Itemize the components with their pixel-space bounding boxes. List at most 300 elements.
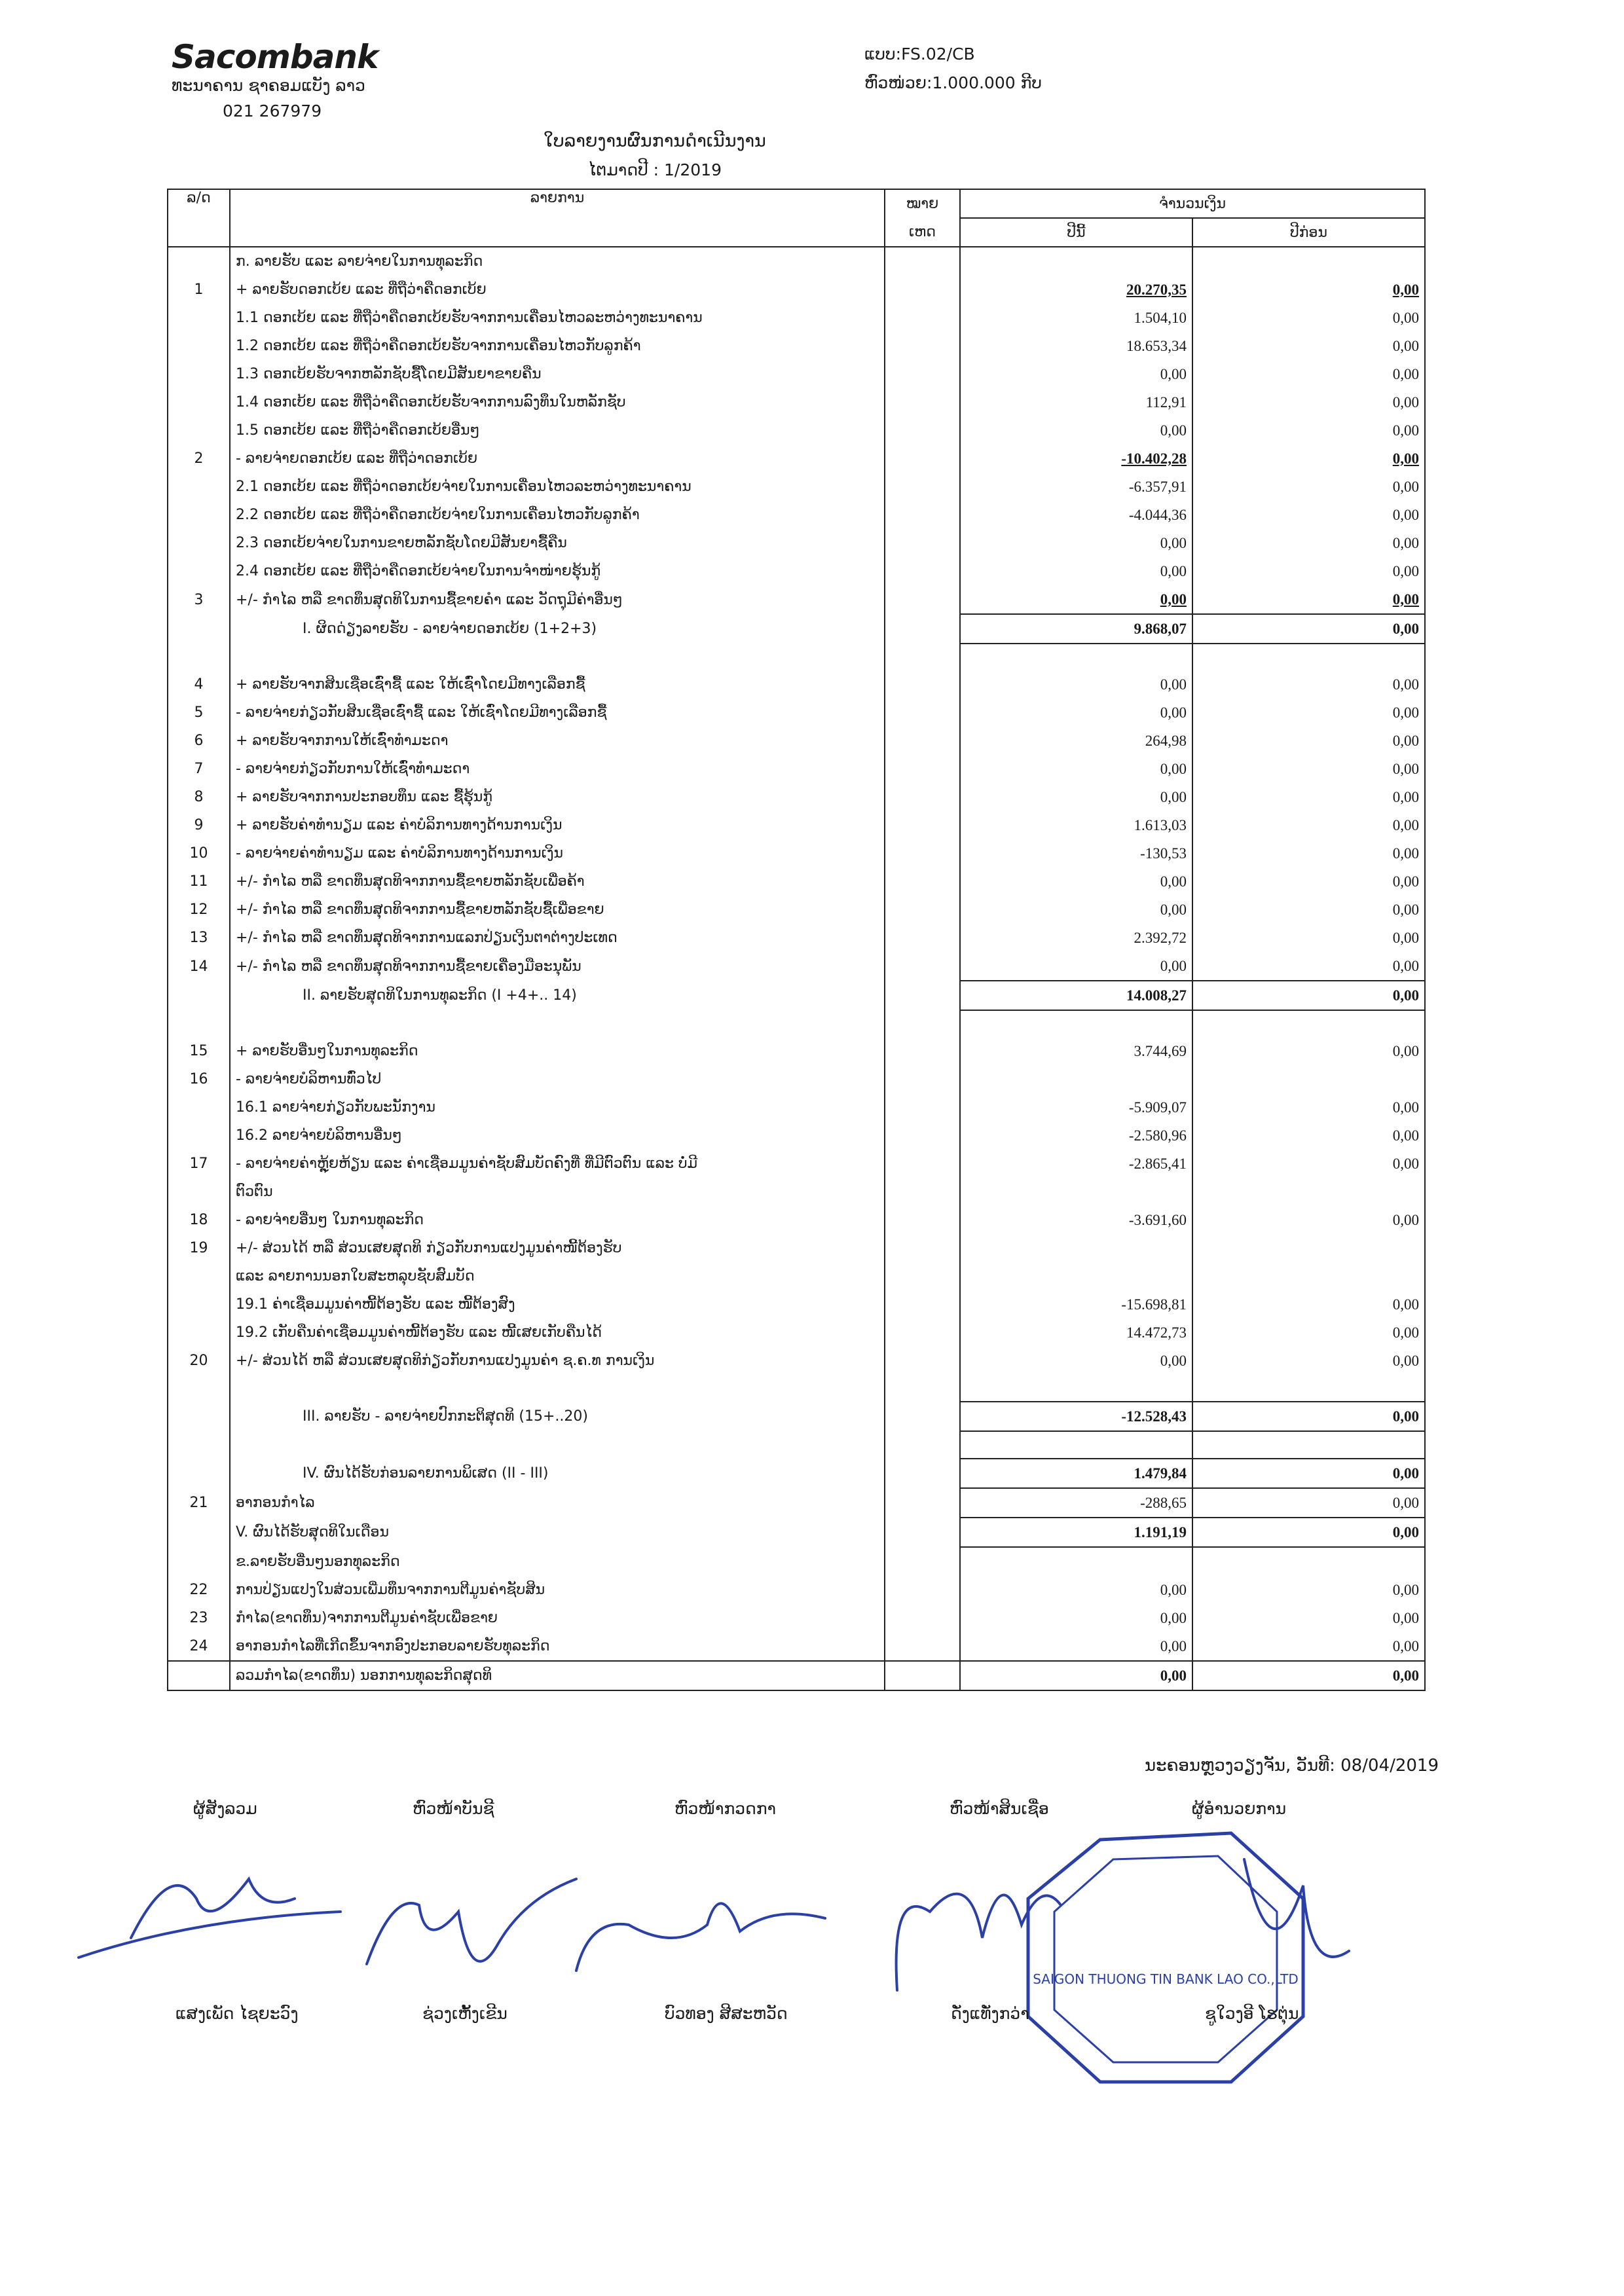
- row-current-value-text: 0,00: [1160, 422, 1187, 439]
- row-previous-value: [1192, 867, 1425, 896]
- row-label: [230, 445, 885, 473]
- row-current-value: [960, 924, 1192, 952]
- row-label-text: - ລາຍຈ່າຍບໍລິຫານທົ່ວໄປ: [236, 1071, 382, 1087]
- row-previous-value: [1192, 529, 1425, 557]
- spacer-cell: [168, 1375, 230, 1402]
- row-label: [230, 1290, 885, 1319]
- spacer-cell: [960, 1375, 1192, 1402]
- table-row: [168, 727, 1425, 755]
- row-label: [230, 755, 885, 783]
- row-previous-value-text: 0,00: [1392, 676, 1420, 693]
- row-previous-value: [1192, 896, 1425, 924]
- row-previous-value: [1192, 557, 1425, 585]
- income-statement-table: [167, 189, 1426, 1691]
- row-previous-value-text: 0,00: [1392, 506, 1420, 523]
- row-number: [168, 1093, 230, 1121]
- table-row: [168, 304, 1425, 332]
- row-note: [885, 1402, 960, 1431]
- row-label-text: +/- ສ່ວນໄດ້ ຫລື ສ່ວນເສຍສຸດທິກ່ຽວກັບການແປງມູນຄ່າ ຊ.ຄ.ທ ການເງິນ: [236, 1353, 655, 1369]
- row-label-text: IV. ຜົນໄດ້ຮັບກ່ອນລາຍການພິເສດ (II - III): [303, 1465, 549, 1482]
- row-previous-value: [1192, 1319, 1425, 1347]
- name-chief-auditor: ບົວທອງ ສີສະຫວັດ: [665, 2004, 788, 2023]
- row-previous-value: [1192, 1262, 1425, 1290]
- table-row: [168, 614, 1425, 644]
- table-row: [168, 1547, 1425, 1576]
- row-note: [885, 1488, 960, 1518]
- row-label: [230, 304, 885, 332]
- row-previous-value: [1192, 981, 1425, 1010]
- table-row: [168, 1661, 1425, 1690]
- report-period: ໄຕມາດປີ : 1/2019: [588, 160, 722, 179]
- row-current-value: [960, 839, 1192, 867]
- row-number: [168, 867, 230, 896]
- row-previous-value-text: 0,00: [1392, 562, 1420, 579]
- row-label-text: 1.1 ດອກເບ້ຍ ແລະ ທີ່ຖືວ່າຄືດອກເບ້ຍຮັບຈາກການເຄື່ອນໄຫວລະຫວ່າງທະນາຄານ: [236, 310, 703, 326]
- row-label-text: +/- ກຳໄລ ຫລື ຂາດທຶນສຸດທິຈາກການແລກປ່ຽນເງິນຕາຕ່າງປະເທດ: [236, 930, 618, 946]
- row-label: [230, 670, 885, 699]
- row-note: [885, 614, 960, 644]
- row-current-value-text: 20.270,35: [1126, 281, 1187, 298]
- row-label-text: + ລາຍຮັບດອກເບ້ຍ ແລະ ທີ່ຖືວ່າຄືດອກເບ້ຍ: [236, 282, 487, 298]
- row-current-value-text: 0,00: [1160, 957, 1187, 974]
- row-label-text: +/- ກຳໄລ ຫລື ຂາດທຶນສຸດທິໃນການຊື້ຂາຍຄຳ ແລະ ວັດຖຸມີຄ່າອື່ນໆ: [236, 591, 623, 608]
- row-label-text: - ລາຍຈ່າຍດອກເບ້ຍ ແລະ ທີ່ຖືວ່າດອກເບ້ຍ: [236, 450, 478, 467]
- row-number: [168, 304, 230, 332]
- row-previous-value-text: 0,00: [1392, 957, 1420, 974]
- row-previous-value-text: 0,00: [1392, 732, 1420, 749]
- row-current-value-text: -3.691,60: [1128, 1211, 1187, 1228]
- row-current-value: [960, 699, 1192, 727]
- row-current-value: [960, 981, 1192, 1010]
- row-number: [168, 699, 230, 727]
- row-previous-value: [1192, 755, 1425, 783]
- row-number: [168, 614, 230, 644]
- row-label-text: 2.3 ດອກເບ້ຍຈ່າຍໃນການຂາຍຫລັກຊັບໂດຍມີສັນຍາຊື້ຄືນ: [236, 535, 567, 551]
- row-current-value-text: -10.402,28: [1121, 450, 1187, 467]
- row-number-text: 2: [194, 450, 204, 467]
- row-note: [885, 1518, 960, 1547]
- row-current-value: [960, 1347, 1192, 1375]
- row-previous-value: [1192, 585, 1425, 614]
- row-previous-value-text: 0,00: [1392, 1667, 1420, 1684]
- row-previous-value-text: 0,00: [1392, 365, 1420, 382]
- table-row: [168, 1632, 1425, 1661]
- table-row: [168, 1488, 1425, 1518]
- row-number: [168, 896, 230, 924]
- row-number: [168, 1121, 230, 1150]
- row-label: [230, 981, 885, 1010]
- row-note: [885, 276, 960, 304]
- row-note: [885, 445, 960, 473]
- row-previous-value: [1192, 811, 1425, 839]
- row-label: [230, 1547, 885, 1576]
- spacer-cell: [885, 1375, 960, 1402]
- row-label-text: + ລາຍຮັບຄ່າທຳນຽມ ແລະ ຄ່າບໍລິການທາງດ້ານການເງິນ: [236, 817, 563, 833]
- row-number-text: 6: [194, 733, 204, 749]
- row-previous-value-text: 0,00: [1392, 845, 1420, 862]
- row-previous-value: [1192, 304, 1425, 332]
- row-current-value: [960, 1065, 1192, 1093]
- row-previous-value-text: 0,00: [1392, 1099, 1420, 1116]
- row-current-value: [960, 304, 1192, 332]
- row-previous-value-text: 0,00: [1392, 1408, 1420, 1425]
- row-current-value-text: 0,00: [1160, 562, 1187, 579]
- row-number-text: 18: [189, 1212, 208, 1228]
- table-row: [168, 867, 1425, 896]
- row-label: [230, 727, 885, 755]
- table-row: [168, 360, 1425, 388]
- spacer-cell: [1192, 1010, 1425, 1037]
- row-label-text: + ລາຍຮັບຈາກສິນເຊື່ອເຊົ່າຊື້ ແລະ ໃຫ້ເຊົ່າໂດຍມີທາງເລືອກຊື້: [236, 676, 585, 693]
- row-note: [885, 1290, 960, 1319]
- row-number: [168, 1632, 230, 1661]
- row-number: [168, 1661, 230, 1690]
- row-current-value: [960, 557, 1192, 585]
- signing-date: ນະຄອນຫຼວງວຽງຈັນ, ວັນທີ: 08/04/2019: [1145, 1756, 1439, 1776]
- row-current-value-text: 0,00: [1160, 365, 1187, 382]
- row-number-text: 19: [189, 1240, 208, 1256]
- table-row: [168, 1604, 1425, 1632]
- row-label: [230, 1459, 885, 1488]
- row-previous-value-text: 0,00: [1392, 1296, 1420, 1313]
- row-previous-value: [1192, 1547, 1425, 1576]
- row-current-value: [960, 501, 1192, 529]
- row-current-value: [960, 727, 1192, 755]
- row-label: [230, 783, 885, 811]
- row-number-text: 16: [189, 1071, 208, 1087]
- row-current-value: [960, 1037, 1192, 1065]
- row-number: [168, 1290, 230, 1319]
- row-note: [885, 557, 960, 585]
- bank-phone: 021 267979: [223, 101, 322, 120]
- row-label-text: 1.4 ດອກເບ້ຍ ແລະ ທີ່ຖືວ່າຄືດອກເບ້ຍຮັບຈາກການລົງທຶນໃນຫລັກຊັບ: [236, 394, 626, 410]
- row-note: [885, 388, 960, 416]
- row-note: [885, 1150, 960, 1178]
- row-label: [230, 1234, 885, 1262]
- row-current-value: [960, 1459, 1192, 1488]
- row-number: [168, 1347, 230, 1375]
- row-current-value-text: 1.504,10: [1134, 309, 1187, 326]
- row-previous-value-text: 0,00: [1392, 478, 1420, 495]
- row-label: [230, 1488, 885, 1518]
- row-number: [168, 1234, 230, 1262]
- row-previous-value-text: 0,00: [1392, 422, 1420, 439]
- name-director: ຊູໃວງອີ ໂຮຕຸ່ນ: [1205, 2004, 1299, 2023]
- row-label-text: - ລາຍຈ່າຍຄ່າຫຼຸ້ຍຫ້ຽນ ແລະ ຄ່າເຊື່ອມມູນຄ່າຊັບສົມບັດຄົງທີ່ ທີ່ມີຕົວຕົນ ແລະ ບໍ່ມີ: [236, 1156, 698, 1172]
- name-chief-accountant: ຊ່ວງເຫັ້ງເຂີນ: [422, 2004, 507, 2023]
- row-current-value: [960, 473, 1192, 501]
- row-number-text: 14: [189, 958, 208, 975]
- row-note: [885, 755, 960, 783]
- table-row: [168, 1459, 1425, 1488]
- row-label: [230, 1065, 885, 1093]
- role-chief-auditor: ຫົວໜ້າກວດກາ: [674, 1799, 777, 1818]
- row-current-value: [960, 1402, 1192, 1431]
- role-compiler: ຜູ້ສັງລວມ: [193, 1799, 257, 1818]
- row-previous-value: [1192, 1206, 1425, 1234]
- row-number-text: 21: [189, 1495, 208, 1511]
- row-number: [168, 473, 230, 501]
- row-number: [168, 1604, 230, 1632]
- row-current-value: [960, 1121, 1192, 1150]
- table-row: [168, 896, 1425, 924]
- row-number-text: 11: [189, 873, 208, 890]
- table-row: [168, 529, 1425, 557]
- row-previous-value: [1192, 1150, 1425, 1178]
- row-label: [230, 1576, 885, 1604]
- row-current-value: [960, 332, 1192, 360]
- row-current-value-text: 18.653,34: [1126, 337, 1187, 354]
- row-current-value: [960, 755, 1192, 783]
- row-label-text: ແລະ ລາຍການນອກໃບສະຫລຸບຊັບສົມບັດ: [236, 1268, 475, 1285]
- row-note: [885, 529, 960, 557]
- row-note: [885, 1234, 960, 1262]
- row-note: [885, 1065, 960, 1093]
- row-previous-value: [1192, 699, 1425, 727]
- row-number-text: 8: [194, 789, 204, 805]
- row-label: [230, 924, 885, 952]
- row-previous-value-text: 0,00: [1392, 620, 1420, 637]
- row-label: [230, 585, 885, 614]
- row-label-text: ການປ່ຽນແປງໃນສ່ວນເພີ່ມທຶນຈາກການຕີມູນຄ່າຊັບສິນ: [236, 1582, 545, 1598]
- table-row: [168, 501, 1425, 529]
- row-previous-value-text: 0,00: [1392, 901, 1420, 918]
- row-previous-value: [1192, 1093, 1425, 1121]
- row-label-text: 1.5 ດອກເບ້ຍ ແລະ ທີ່ຖືວ່າຄືດອກເບ້ຍອື່ນໆ: [236, 422, 480, 439]
- row-previous-value: [1192, 1178, 1425, 1206]
- row-current-value: [960, 867, 1192, 896]
- signature-chief-auditor: [576, 1903, 825, 1971]
- row-previous-value-text: 0,00: [1392, 1523, 1420, 1540]
- row-current-value-text: 0,00: [1160, 1637, 1187, 1654]
- row-previous-value-text: 0,00: [1392, 450, 1420, 467]
- role-chief-credit: ຫົວໜ້າສິນເຊື່ອ: [950, 1799, 1049, 1818]
- col-header-amount: ຈຳນວນເງິນ: [960, 189, 1425, 218]
- col-header-note2: ເຫດ: [885, 218, 960, 247]
- row-label-text: ຂ.ລາຍຮັບອື່ນໆນອກທຸລະກິດ: [236, 1553, 400, 1570]
- row-previous-value-text: 0,00: [1392, 760, 1420, 777]
- row-current-value-text: -6.357,91: [1128, 478, 1187, 495]
- row-previous-value: [1192, 388, 1425, 416]
- row-number: [168, 924, 230, 952]
- table-row: [168, 585, 1425, 614]
- table-row: [168, 783, 1425, 811]
- row-number: [168, 1262, 230, 1290]
- row-note: [885, 783, 960, 811]
- row-label-text: ຕົວຕົນ: [236, 1184, 273, 1200]
- row-previous-value: [1192, 1604, 1425, 1632]
- row-previous-value: [1192, 360, 1425, 388]
- row-number-text: 7: [194, 761, 204, 777]
- row-current-value: [960, 276, 1192, 304]
- spacer-cell: [230, 1010, 885, 1037]
- spacer-cell: [230, 1375, 885, 1402]
- row-note: [885, 981, 960, 1010]
- spacer-cell: [168, 644, 230, 670]
- row-previous-value: [1192, 501, 1425, 529]
- spacer-cell: [1192, 1431, 1425, 1459]
- row-current-value-text: 0,00: [1160, 901, 1187, 918]
- row-label-text: 2.1 ດອກເບ້ຍ ແລະ ທີ່ຖືວ່າດອກເບ້ຍຈ່າຍໃນການເຄື່ອນໄຫວລະຫວ່າງທະນາຄານ: [236, 479, 692, 495]
- row-current-value: [960, 1488, 1192, 1518]
- row-current-value-text: -130,53: [1140, 845, 1187, 862]
- row-label: [230, 1150, 885, 1178]
- row-number: [168, 332, 230, 360]
- col-header-no: ລ/ດ: [168, 189, 230, 247]
- row-note: [885, 304, 960, 332]
- row-note: [885, 416, 960, 445]
- row-label-text: 2.4 ດອກເບ້ຍ ແລະ ທີ່ຖືວ່າຄືດອກເບ້ຍຈ່າຍໃນການຈຳໜ່າຍຮຸ້ນກູ້: [236, 563, 601, 579]
- table-row: [168, 1262, 1425, 1290]
- row-previous-value-text: 0,00: [1392, 704, 1420, 721]
- row-label-text: +/- ສ່ວນໄດ້ ຫລື ສ່ວນເສຍສຸດທິ ກ່ຽວກັບການແປງມູນຄ່າໜີ້ຕ້ອງຮັບ: [236, 1240, 622, 1256]
- table-row: [168, 1319, 1425, 1347]
- row-current-value-text: 1.191,19: [1134, 1523, 1187, 1540]
- table-row: [168, 1150, 1425, 1178]
- row-number: [168, 276, 230, 304]
- table-row: [168, 811, 1425, 839]
- table-row: [168, 1178, 1425, 1206]
- row-note: [885, 1347, 960, 1375]
- row-note: [885, 1178, 960, 1206]
- row-previous-value: [1192, 473, 1425, 501]
- row-note: [885, 1604, 960, 1632]
- row-current-value-text: 1.613,03: [1134, 816, 1187, 833]
- row-previous-value: [1192, 670, 1425, 699]
- name-chief-credit: ດັ່ງແທັ່ງກວ່າ: [951, 2004, 1029, 2023]
- row-previous-value-text: 0,00: [1392, 1637, 1420, 1654]
- row-previous-value-text: 0,00: [1392, 281, 1420, 298]
- row-number: [168, 1459, 230, 1488]
- row-label-text: + ລາຍຮັບຈາກການໃຫ້ເຊົ່າທຳມະດາ: [236, 733, 449, 749]
- spacer-cell: [1192, 1375, 1425, 1402]
- row-note: [885, 1459, 960, 1488]
- table-row: [168, 1037, 1425, 1065]
- spacer-cell: [230, 1431, 885, 1459]
- row-note: [885, 473, 960, 501]
- row-note: [885, 727, 960, 755]
- row-note: [885, 1206, 960, 1234]
- row-current-value: [960, 952, 1192, 981]
- row-number-text: 15: [189, 1043, 208, 1059]
- table-row: [168, 699, 1425, 727]
- row-previous-value-text: 0,00: [1392, 788, 1420, 805]
- row-number-text: 23: [189, 1610, 208, 1626]
- row-previous-value: [1192, 445, 1425, 473]
- row-current-value-text: 0,00: [1160, 760, 1187, 777]
- row-current-value: [960, 585, 1192, 614]
- row-label-text: III. ລາຍຮັບ - ລາຍຈ່າຍປົກກະຕິສຸດທິ (15+..20): [303, 1408, 588, 1425]
- row-previous-value-text: 0,00: [1392, 929, 1420, 946]
- row-number: [168, 981, 230, 1010]
- row-current-value: [960, 1319, 1192, 1347]
- row-label-text: + ລາຍຮັບຈາກການປະກອບທຶນ ແລະ ຊື້ຮຸ້ນກູ້: [236, 789, 492, 805]
- row-current-value-text: 3.744,69: [1134, 1042, 1187, 1059]
- row-current-value: [960, 1632, 1192, 1661]
- row-previous-value-text: 0,00: [1392, 1324, 1420, 1341]
- stamp-text: SAIGON THUONG TIN BANK LAO CO.,LTD: [1033, 1971, 1299, 1987]
- row-previous-value: [1192, 1234, 1425, 1262]
- row-note: [885, 1093, 960, 1121]
- company-stamp: [1028, 1833, 1303, 2082]
- row-label-text: 19.2 ເກັບຄືນຄ່າເຊື່ອມມູນຄ່າໜີ້ຕ້ອງຮັບ ແລະ ໜີ້ເສຍເກັບຄືນໄດ້: [236, 1324, 602, 1341]
- row-previous-value-text: 0,00: [1392, 1042, 1420, 1059]
- row-note: [885, 1547, 960, 1576]
- table-row: [168, 1206, 1425, 1234]
- row-number: [168, 529, 230, 557]
- row-previous-value: [1192, 1402, 1425, 1431]
- form-code: ແບບ:FS.02/CB: [864, 45, 975, 64]
- row-previous-value-text: 0,00: [1392, 1127, 1420, 1144]
- spacer-cell: [885, 1010, 960, 1037]
- row-note: [885, 924, 960, 952]
- row-current-value-text: 0,00: [1160, 1581, 1187, 1598]
- row-number-text: 4: [194, 676, 204, 693]
- row-note: [885, 1632, 960, 1661]
- table-row: [168, 1065, 1425, 1093]
- row-number-text: 10: [189, 845, 208, 862]
- row-number: [168, 755, 230, 783]
- row-current-value: [960, 360, 1192, 388]
- row-current-value: [960, 1576, 1192, 1604]
- row-label: [230, 529, 885, 557]
- row-current-value-text: 14.008,27: [1126, 987, 1187, 1004]
- row-label-text: +/- ກຳໄລ ຫລື ຂາດທຶນສຸດທິຈາກການຊື້ຂາຍຫລັກຊັບຊື້ເພື່ອຂາຍ: [236, 902, 604, 918]
- row-number: [168, 811, 230, 839]
- row-current-value: [960, 1547, 1192, 1576]
- row-number: [168, 670, 230, 699]
- spacer-cell: [230, 644, 885, 670]
- row-number: [168, 1319, 230, 1347]
- row-label: [230, 332, 885, 360]
- row-previous-value-text: 0,00: [1392, 591, 1420, 608]
- row-previous-value: [1192, 1518, 1425, 1547]
- row-current-value: [960, 1150, 1192, 1178]
- row-current-value-text: 0,00: [1160, 676, 1187, 693]
- row-note: [885, 501, 960, 529]
- table-row: [168, 1290, 1425, 1319]
- row-previous-value-text: 0,00: [1392, 1465, 1420, 1482]
- row-number-text: 20: [189, 1353, 208, 1369]
- row-note: [885, 1319, 960, 1347]
- row-current-value-text: 264,98: [1145, 732, 1187, 749]
- row-current-value-text: 0,00: [1160, 591, 1187, 608]
- row-number: [168, 1402, 230, 1431]
- row-current-value-text: 0,00: [1160, 534, 1187, 551]
- role-director: ຜູ້ອຳນວຍການ: [1192, 1799, 1287, 1818]
- row-current-value: [960, 1262, 1192, 1290]
- row-current-value-text: 0,00: [1160, 788, 1187, 805]
- table-row: [168, 1234, 1425, 1262]
- row-label-text: ກ. ລາຍຮັບ ແລະ ລາຍຈ່າຍໃນການທຸລະກິດ: [236, 253, 483, 270]
- row-label: [230, 1093, 885, 1121]
- row-note: [885, 1576, 960, 1604]
- row-previous-value: [1192, 1037, 1425, 1065]
- table-row: [168, 1402, 1425, 1431]
- row-note: [885, 360, 960, 388]
- row-label-text: V. ຜົນໄດ້ຮັບສຸດທິໃນເດືອນ: [236, 1524, 389, 1540]
- row-number: [168, 1576, 230, 1604]
- row-current-value-text: 1.479,84: [1134, 1465, 1187, 1482]
- row-previous-value-text: 0,00: [1392, 309, 1420, 326]
- row-label-text: II. ລາຍຮັບສຸດທິໃນການທຸລະກິດ (I +4+.. 14): [303, 987, 577, 1004]
- row-previous-value: [1192, 1661, 1425, 1690]
- spacer-cell: [960, 1010, 1192, 1037]
- row-number: [168, 360, 230, 388]
- table-row: [168, 276, 1425, 304]
- row-previous-value: [1192, 332, 1425, 360]
- row-number-text: 17: [189, 1156, 208, 1172]
